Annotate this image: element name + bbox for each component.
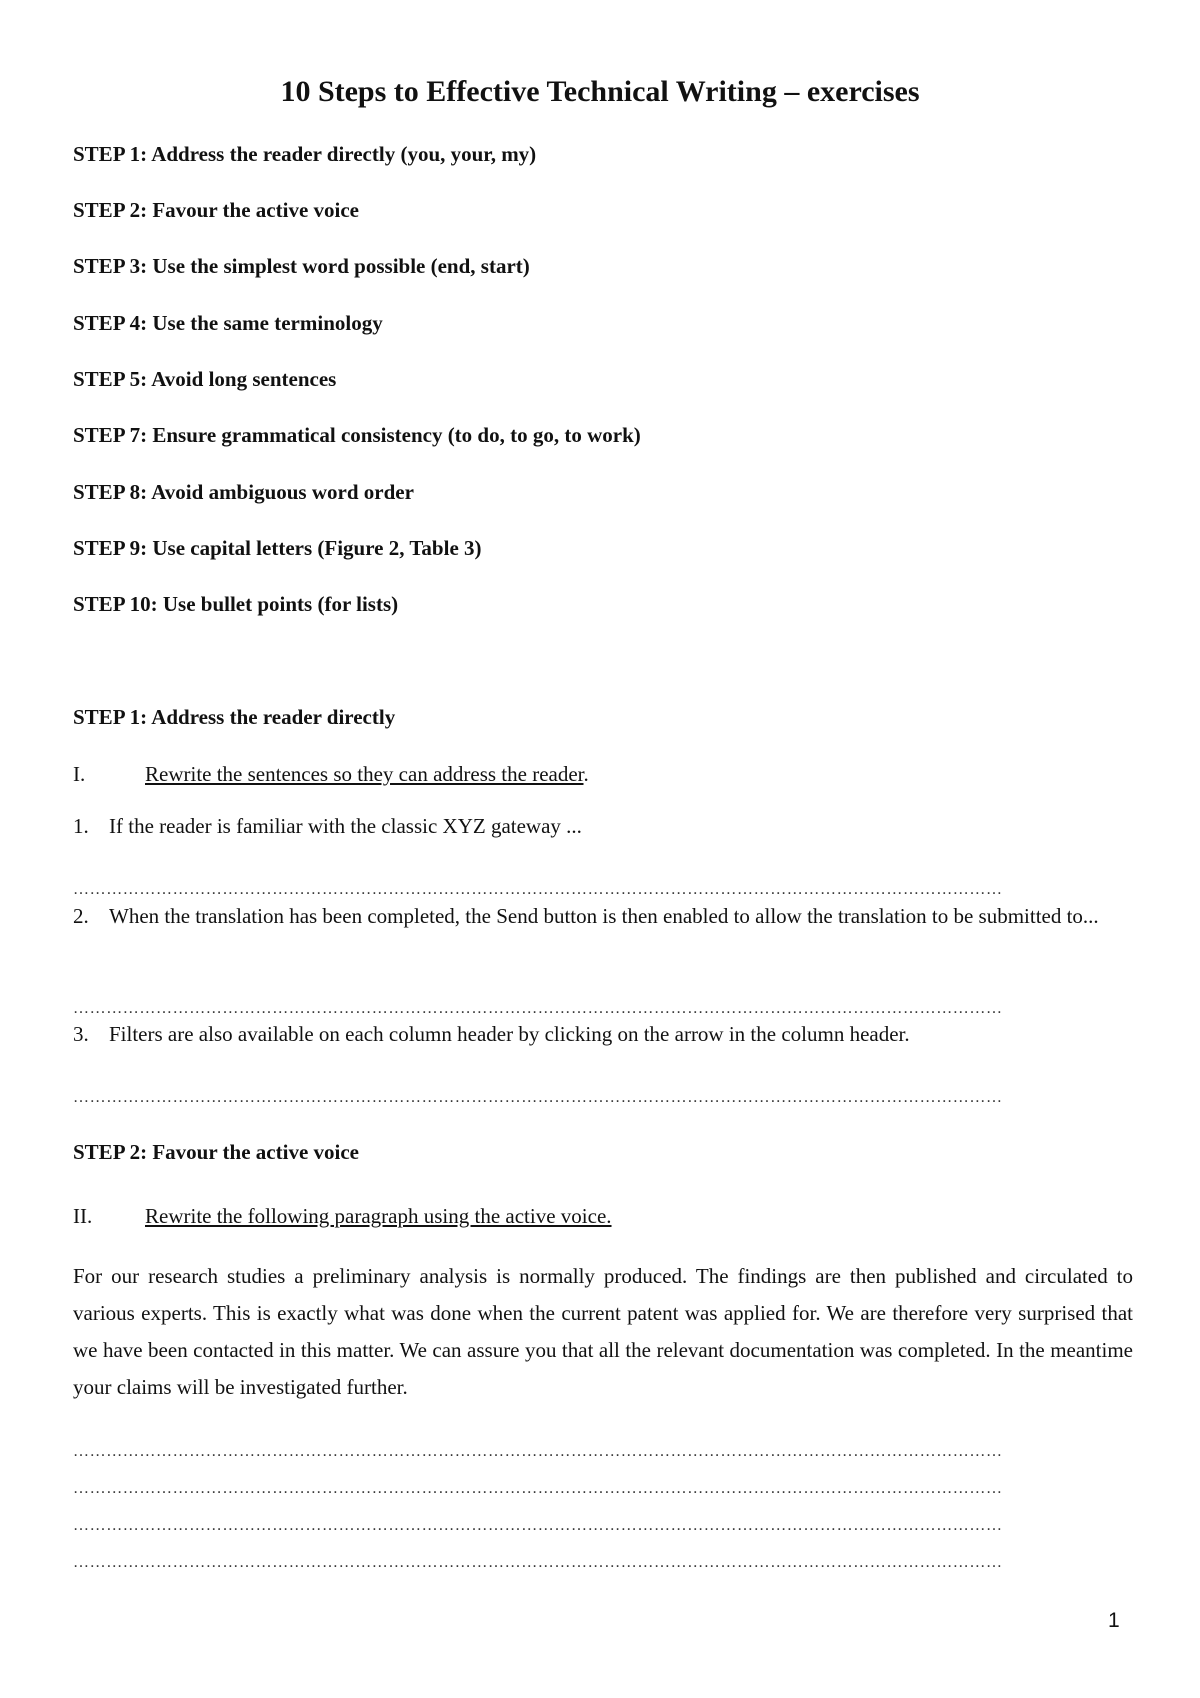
item-text: Filters are also available on each column header by clicking on the arrow in the column header. [109, 1022, 910, 1046]
exercise-item [73, 1019, 1123, 1049]
item-number: 3. [73, 1022, 89, 1046]
exercise-trailing: . [583, 762, 589, 786]
section-heading-step2: STEP 2: Favour the active voice [73, 1140, 359, 1164]
step-list-item: STEP 1: Address the reader directly (you, your, my) [73, 142, 537, 166]
exercise-number: I. [73, 762, 86, 786]
item-number: 2. [73, 904, 89, 928]
answer-line[interactable]: …………………………………………………………………………………………………………………………………………………… [73, 1480, 1003, 1497]
step-list-item: STEP 7: Ensure grammatical consistency (to do, to go, to work) [73, 423, 641, 447]
exercise-instruction [73, 1202, 612, 1230]
exercise-item [73, 811, 1123, 841]
item-text: If the reader is familiar with the classic XYZ gateway ... [109, 814, 582, 838]
step-list-item: STEP 10: Use bullet points (for lists) [73, 592, 399, 616]
section-heading-step1: STEP 1: Address the reader directly [73, 705, 396, 729]
step-list-item: STEP 8: Avoid ambiguous word order [73, 480, 414, 504]
item-text: When the translation has been completed, the Send button is then enabled to allow the translation to be submitted to... [109, 904, 1099, 928]
answer-line[interactable]: …………………………………………………………………………………………………………………………………………………… [73, 1554, 1003, 1571]
answer-line[interactable]: …………………………………………………………………………………………………………………………………………………… [73, 1089, 1003, 1106]
document-title: 10 Steps to Effective Technical Writing – exercises [280, 75, 920, 108]
exercise-item [73, 901, 1123, 931]
exercise-paragraph: For our research studies a preliminary analysis is normally produced. The findings are then published and circulated to various experts. This is exactly what was done when the current patent was applied for. We are therefore very surprised that we have been contacted in this matter. We can assure you that all the relevant documentation was completed. In the meantime your claims will be investigated further. [73, 1264, 1133, 1399]
step-list-item: STEP 4: Use the same terminology [73, 311, 383, 335]
step-list-item: STEP 2: Favour the active voice [73, 198, 359, 222]
item-number: 1. [73, 814, 89, 838]
exercise-text: Rewrite the sentences so they can address the reader [145, 762, 584, 786]
answer-line[interactable]: …………………………………………………………………………………………………………………………………………………… [73, 1443, 1003, 1460]
answer-line[interactable]: …………………………………………………………………………………………………………………………………………………… [73, 881, 1003, 898]
exercise-instruction [73, 760, 589, 788]
page-number: 1 [1108, 1609, 1120, 1632]
step-list-item: STEP 9: Use capital letters (Figure 2, Table 3) [73, 536, 482, 560]
exercise-number: II. [73, 1204, 93, 1228]
answer-line[interactable]: …………………………………………………………………………………………………………………………………………………… [73, 1517, 1003, 1534]
step-list-item: STEP 5: Avoid long sentences [73, 367, 337, 391]
exercise-text: Rewrite the following paragraph using the active voice. [145, 1204, 612, 1228]
answer-line[interactable]: …………………………………………………………………………………………………………………………………………………… [73, 1000, 1003, 1017]
step-list-item: STEP 3: Use the simplest word possible (end, start) [73, 254, 530, 278]
